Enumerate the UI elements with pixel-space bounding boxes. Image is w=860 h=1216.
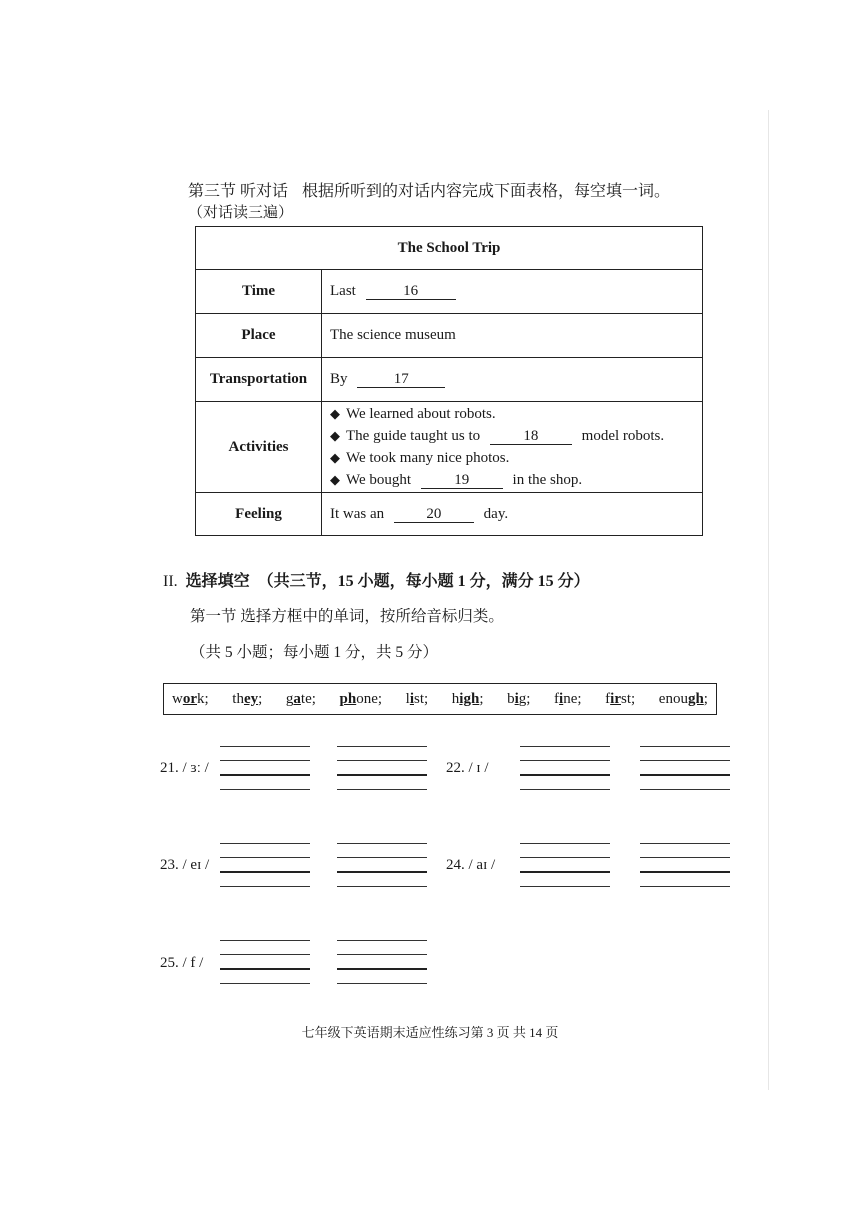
school-trip-table [195,226,703,536]
table-row [196,493,703,536]
transportation-value [322,358,703,402]
answer-line[interactable] [337,886,427,887]
word-bank-item: they; [232,690,263,707]
part-2-section-1-instruction: 第一节 选择方框中的单词，按所给音标归类。 [190,608,504,625]
answer-line[interactable] [337,871,427,873]
feeling-prefix: It was an [330,505,385,522]
answer-line[interactable] [337,843,427,844]
activity-text: We took many nice photos. [346,450,510,466]
feeling-suffix: day. [483,505,509,522]
highlighted-letters: i [559,690,564,707]
time-value [322,270,703,314]
answer-line[interactable] [337,746,427,747]
question-21-label: 21. / ɜː / [160,760,209,776]
activity-text: We bought [346,472,412,488]
answer-line[interactable] [220,746,310,747]
answer-line[interactable] [520,871,610,873]
answer-line[interactable] [520,886,610,887]
diamond-bullet-icon: ◆ [330,406,340,421]
activities-value [322,402,703,493]
time-prefix: Last [330,283,356,299]
transportation-label: Transportation [196,358,322,402]
table-title: The School Trip [196,227,703,270]
answer-line[interactable] [520,843,610,844]
answer-line[interactable] [640,760,730,761]
transportation-prefix: By [330,371,348,387]
section-3-instruction: 根据所听到的对话内容完成下面表格，每空填一词。 [302,183,671,200]
answer-line[interactable] [220,871,310,873]
activity-text: model robots. [581,428,665,444]
section-3-note: （对话读三遍） [188,205,294,221]
section-3-label: 第三节 听对话 [188,183,289,200]
blank-19[interactable]: 19 [421,472,503,489]
answer-line[interactable] [337,983,427,984]
table-row [196,270,703,314]
answer-line[interactable] [520,760,610,761]
activity-line [330,447,701,469]
answer-line[interactable] [337,774,427,776]
answer-line[interactable] [337,954,427,955]
word-bank-item: fine; [554,690,582,707]
part-2-scoring-note: （共 5 小题；每小题 1 分，共 5 分） [190,644,439,661]
answer-line[interactable] [520,774,610,776]
activity-text: in the shop. [512,472,583,488]
highlighted-letters: igh [459,690,480,707]
answer-line[interactable] [337,968,427,970]
answer-line[interactable] [220,760,310,761]
answer-line[interactable] [337,789,427,790]
answer-line[interactable] [220,843,310,844]
answer-line[interactable] [640,843,730,844]
answer-line[interactable] [220,774,310,776]
highlighted-letters: i [409,690,414,707]
word-bank-item: phone; [339,690,383,707]
answer-line[interactable] [640,871,730,873]
blank-16[interactable]: 16 [366,283,456,300]
time-label: Time [196,270,322,314]
answer-line[interactable] [520,746,610,747]
place-value: The science museum [322,314,703,358]
question-22-label: 22. / ɪ / [446,760,489,776]
answer-line[interactable] [520,857,610,858]
answer-line[interactable] [337,940,427,941]
page-edge-shadow [768,110,769,1090]
activity-text: The guide taught us to [346,428,481,444]
answer-line[interactable] [220,789,310,790]
word-bank-item: high; [451,690,484,707]
blank-20[interactable]: 20 [394,506,474,523]
activity-text: We learned about robots. [346,406,496,422]
activities-label: Activities [196,402,322,493]
answer-line[interactable] [337,760,427,761]
word-bank-item: enough; [658,690,708,707]
answer-line[interactable] [220,983,310,984]
answer-line[interactable] [220,954,310,955]
highlighted-letters: ir [610,690,621,707]
answer-line[interactable] [520,789,610,790]
answer-line[interactable] [640,774,730,776]
answer-line[interactable] [220,886,310,887]
word-bank-item: gate; [285,690,316,707]
answer-line[interactable] [220,968,310,970]
part-2-heading: 选择填空 （共三节，15 小题，每小题 1 分，满分 15 分） [185,573,590,590]
place-label: Place [196,314,322,358]
activity-line [330,403,701,425]
word-bank-box [163,683,717,715]
blank-17[interactable]: 17 [357,371,445,388]
part-2-title [163,568,590,591]
highlighted-letters: ph [339,690,357,707]
activity-line [330,469,701,491]
question-23-label: 23. / eɪ / [160,857,210,873]
table-row [196,314,703,358]
word-bank-item: big; [507,690,531,707]
diamond-bullet-icon: ◆ [330,472,340,487]
word-bank-item: work; [172,690,209,707]
answer-line[interactable] [640,789,730,790]
diamond-bullet-icon: ◆ [330,450,340,465]
answer-line[interactable] [640,746,730,747]
activity-line [330,425,701,447]
table-row [196,402,703,493]
word-bank-item: first; [605,690,636,707]
table-row [196,358,703,402]
answer-line[interactable] [640,886,730,887]
answer-line[interactable] [220,857,310,858]
question-25-label: 25. / f / [160,955,204,971]
part-2-number: II. [163,573,178,590]
feeling-value [322,493,703,536]
word-bank-item: list; [405,690,429,707]
highlighted-letters: i [514,690,519,707]
highlighted-letters: gh [687,690,704,707]
highlighted-letters: or [182,690,198,707]
answer-line[interactable] [220,940,310,941]
answer-line[interactable] [337,857,427,858]
page-footer: 七年级下英语期末适应性练习第 3 页 共 14 页 [301,1025,559,1040]
feeling-label: Feeling [196,493,322,536]
diamond-bullet-icon: ◆ [330,428,340,443]
section-3-header [188,180,670,204]
blank-18[interactable]: 18 [490,428,572,445]
question-24-label: 24. / aɪ / [446,857,496,873]
answer-line[interactable] [640,857,730,858]
highlighted-letters: a [293,690,301,707]
highlighted-letters: ey [243,690,259,707]
